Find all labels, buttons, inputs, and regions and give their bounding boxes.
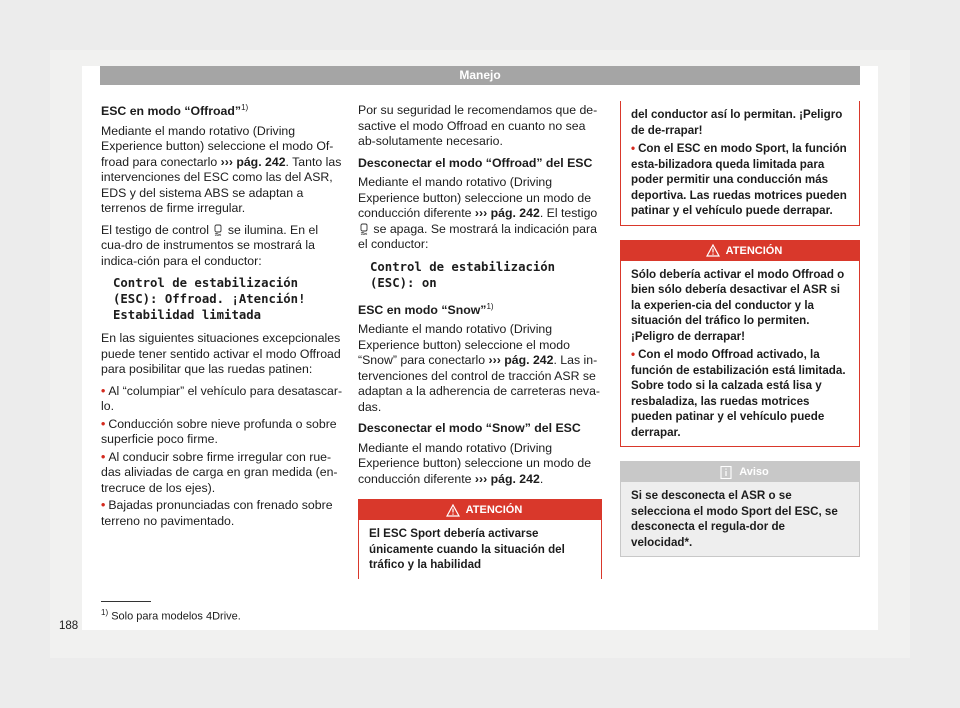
esc-warning-light-icon [360, 223, 368, 235]
list-item: • Con el ESC en modo Sport, la función esta-bilizadora queda limitada para poder permitir una conducción más deportiva. Las ruedas motrices pueden patinar y el vehículo puede derrapar. [631, 142, 847, 217]
footnote-separator [101, 601, 151, 602]
driver-message-esc-on: Control de estabilización (ESC): on [370, 259, 563, 290]
footnote: $^{1)}$ Solo para modelos 4Drive. [101, 608, 241, 623]
page-link[interactable]: ››› pág. 242 [474, 471, 540, 486]
list-item: • Al “columpiar” el vehículo para desatascar-lo. [101, 383, 343, 414]
warning-triangle-icon [706, 244, 720, 257]
page-link[interactable]: ››› pág. 242 [474, 206, 540, 220]
warning-box-text: El ESC Sport debería activarse únicamente cuando la situación del tráfico y la habilidad [369, 527, 565, 572]
warning-box-text: del conductor así lo permitan. ¡Peligro de de-rrapar! • Con el ESC en modo Sport, la función esta-bilizadora queda limitada para poder permitir una conducción más deportiva. Las ruedas motrices pueden patinar y el vehículo puede derrapar. [621, 101, 859, 225]
warning-box-text: Sólo debería activar el modo Offroad o bien sólo debería desactivar el ASR si la experien-cia del conductor y la situación del tráfico lo permiten. ¡Peligro de derrapar! • Con el modo Offroad activado, la función de estabilización está limitada. Sobre todo si la calzada está lisa y resbaladiza, las ruedas motrices pueden patinar y el vehículo puede derrapar. [621, 261, 859, 447]
paragraph-disconnect-snow: Mediante el mando rotativo (Driving Experience button) seleccione un modo de conducción diferente ››› pág. 242. [358, 440, 592, 486]
paragraph-offroad-activate: Mediante el mando rotativo (Driving Experience button) seleccione el modo Of-froad para conectarlo ››› pág. 242. Tanto las intervenciones del ESC como las del ASR, EDS y del sistema ABS se adaptan a terrenos de firme irregular. [101, 123, 342, 216]
warning-box-offroad [620, 240, 860, 448]
page-link[interactable]: ››› pág. 242 [220, 154, 286, 169]
note-box-title: Aviso [621, 462, 859, 482]
heading-snow: ESC en modo “Snow”$^{1)}$ [358, 301, 494, 317]
note-box [620, 461, 860, 557]
page-link[interactable]: ››› pág. 242 [488, 353, 554, 368]
column-middle [358, 103, 602, 579]
info-icon [719, 466, 733, 479]
heading-disconnect-offroad: Desconectar el modo “Offroad” del ESC [358, 155, 593, 170]
column-right [620, 101, 860, 557]
warning-box-title: ATENCIÓN [359, 500, 601, 520]
section-header: Manejo [100, 66, 860, 85]
heading-offroad: ESC en modo “Offroad”$^{1)}$ [101, 103, 249, 119]
paragraph-security-recommendation: Por su seguridad le recomendamos que de-sactive el modo Offroad en cuanto no sea ab-solutamente necesario. [358, 103, 598, 148]
note-box-text: Si se desconecta el ASR o se selecciona el modo Sport del ESC, se desconecta el regula-dor de velocidad*. [621, 482, 859, 556]
warning-box-esc-sport [358, 499, 602, 579]
list-item: • Con el modo Offroad activado, la función de estabilización está limitada. Sobre todo si la calzada está lisa y resbaladiza, las ruedas motrices pueden patinar y el vehículo puede derrapar. [631, 348, 846, 439]
list-item: • Al conducir sobre firme irregular con rue-das aliviadas de carga en gran medida (en-trecruce de los ejes). [101, 449, 338, 495]
paragraph-warning-light: El testigo de control se ilumina. En el cua-dro de instrumentos se mostrará la indica-ción para el conductor: [101, 222, 319, 268]
warning-box-esc-sport-continued [620, 101, 860, 226]
warning-box-title: ATENCIÓN [621, 241, 859, 261]
list-item: • Conducción sobre nieve profunda o sobre superficie poco firme. [101, 416, 337, 447]
page-number: 188 [59, 620, 79, 632]
paragraph-disconnect-offroad: Mediante el mando rotativo (Driving Experience button) seleccione un modo de conducción diferente ››› pág. 242. El testigo se apaga. Se mostrará la indicación para el conductor: [358, 175, 598, 251]
paragraph-exceptional-situations: En las siguientes situaciones excepcionales puede tener sentido activar el modo Offroad para posibilitar que las ruedas patinen: [101, 331, 341, 377]
paragraph-snow-activate: Mediante el mando rotativo (Driving Experience button) seleccione el modo “Snow” para conectarlo ››› pág. 242. Las in-tervenciones del control de tracción ASR se adaptan a la adherencia de carreteras neva-das. [358, 322, 600, 414]
esc-warning-light-icon [214, 224, 222, 236]
driver-message-offroad: Control de estabilización (ESC): Offroad. ¡Atención! Estabilidad limitada [113, 276, 313, 323]
list-item: • Bajadas pronunciadas con frenado sobre terreno no pavimentado. [101, 498, 333, 528]
column-left [101, 100, 345, 531]
heading-disconnect-snow: Desconectar el modo “Snow” del ESC [358, 421, 581, 436]
warning-triangle-icon [446, 504, 460, 517]
